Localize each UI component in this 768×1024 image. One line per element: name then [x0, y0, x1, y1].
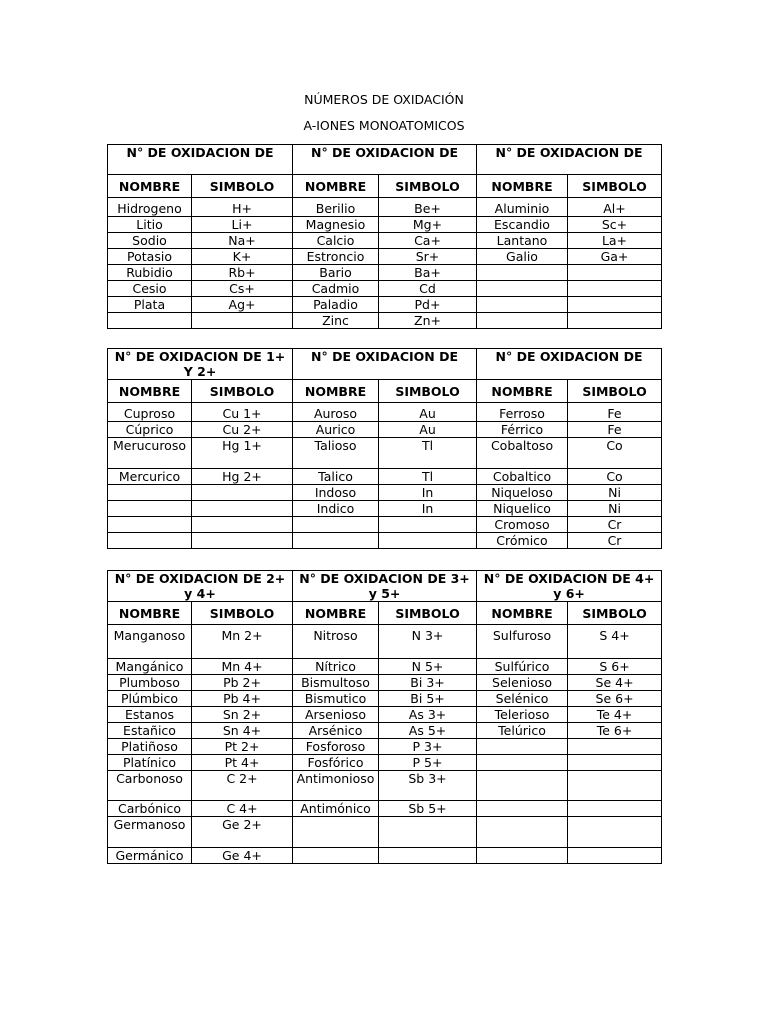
element-name-cell	[477, 297, 568, 313]
element-symbol-cell	[568, 801, 662, 817]
group-header: N° DE OXIDACION DE	[293, 349, 477, 380]
table-row	[108, 265, 662, 281]
element-symbol-cell: Cu 2+	[192, 422, 293, 438]
column-header: SIMBOLO	[568, 602, 662, 625]
element-symbol-cell: Au	[379, 422, 477, 438]
table-row	[108, 625, 662, 659]
element-symbol-cell: Pt 2+	[192, 738, 293, 754]
table-row	[108, 198, 662, 217]
group-header: N° DE OXIDACION DE	[108, 145, 293, 175]
element-name-cell: Talioso	[293, 438, 379, 469]
element-name-cell	[477, 847, 568, 863]
element-symbol-cell: Ge 2+	[192, 817, 293, 848]
column-header: NOMBRE	[108, 175, 192, 198]
element-symbol-cell	[192, 313, 293, 329]
element-name-cell	[477, 770, 568, 801]
element-name-cell: Plúmbico	[108, 690, 192, 706]
element-symbol-cell	[192, 484, 293, 500]
element-name-cell: Cobaltoso	[477, 438, 568, 469]
element-name-cell: Carbonoso	[108, 770, 192, 801]
element-name-cell: Telerioso	[477, 706, 568, 722]
element-name-cell: Cesio	[108, 281, 192, 297]
element-name-cell: Aurico	[293, 422, 379, 438]
element-symbol-cell: Ga+	[568, 249, 662, 265]
group-header: N° DE OXIDACION DE 2+ y 4+	[108, 571, 293, 602]
element-name-cell: Indoso	[293, 484, 379, 500]
element-name-cell: Paladio	[293, 297, 379, 313]
element-symbol-cell: Mn 2+	[192, 625, 293, 659]
page-subtitle: A-IONES MONOATOMICOS	[303, 118, 465, 133]
element-name-cell: Aluminio	[477, 198, 568, 217]
element-name-cell: Hidrogeno	[108, 198, 192, 217]
column-header: SIMBOLO	[379, 602, 477, 625]
element-symbol-cell: C 2+	[192, 770, 293, 801]
element-symbol-cell: N 3+	[379, 625, 477, 659]
element-name-cell: Platínico	[108, 754, 192, 770]
table-row	[108, 403, 662, 422]
element-symbol-cell: Sr+	[379, 249, 477, 265]
column-header: NOMBRE	[108, 602, 192, 625]
element-symbol-cell: Au	[379, 403, 477, 422]
element-symbol-cell: Al+	[568, 198, 662, 217]
element-symbol-cell	[379, 532, 477, 548]
element-name-cell: Nítrico	[293, 658, 379, 674]
element-symbol-cell: Tl	[379, 438, 477, 469]
table-row	[108, 658, 662, 674]
column-header: SIMBOLO	[192, 175, 293, 198]
column-header: SIMBOLO	[192, 602, 293, 625]
column-header: NOMBRE	[477, 380, 568, 403]
element-name-cell	[293, 516, 379, 532]
element-symbol-cell: Hg 2+	[192, 468, 293, 484]
element-symbol-cell	[568, 754, 662, 770]
column-header: NOMBRE	[293, 380, 379, 403]
element-symbol-cell: Pb 2+	[192, 674, 293, 690]
element-symbol-cell: Ca+	[379, 233, 477, 249]
element-name-cell: Selenioso	[477, 674, 568, 690]
element-symbol-cell: Fe	[568, 422, 662, 438]
element-symbol-cell	[379, 817, 477, 848]
column-header: SIMBOLO	[568, 380, 662, 403]
table-row	[108, 801, 662, 817]
table-3	[107, 570, 662, 864]
element-name-cell: Plumboso	[108, 674, 192, 690]
element-symbol-cell: Cr	[568, 532, 662, 548]
table-row	[108, 516, 662, 532]
element-symbol-cell: Hg 1+	[192, 438, 293, 469]
element-name-cell: Litio	[108, 217, 192, 233]
table-row	[108, 722, 662, 738]
table-row	[108, 217, 662, 233]
element-symbol-cell: Na+	[192, 233, 293, 249]
element-symbol-cell: As 3+	[379, 706, 477, 722]
column-header: NOMBRE	[293, 175, 379, 198]
element-symbol-cell: Co	[568, 468, 662, 484]
element-symbol-cell: Cu 1+	[192, 403, 293, 422]
element-name-cell: Germánico	[108, 847, 192, 863]
element-name-cell	[108, 516, 192, 532]
element-name-cell: Férrico	[477, 422, 568, 438]
element-symbol-cell: Bi 5+	[379, 690, 477, 706]
element-symbol-cell	[192, 532, 293, 548]
element-name-cell	[108, 500, 192, 516]
element-symbol-cell	[568, 313, 662, 329]
element-name-cell: Berilio	[293, 198, 379, 217]
element-name-cell: Niquelico	[477, 500, 568, 516]
element-symbol-cell: K+	[192, 249, 293, 265]
element-name-cell	[477, 754, 568, 770]
element-name-cell: Zinc	[293, 313, 379, 329]
element-symbol-cell: Cd	[379, 281, 477, 297]
element-name-cell: Galio	[477, 249, 568, 265]
group-header: N° DE OXIDACION DE	[293, 145, 477, 175]
element-name-cell: Sulfuroso	[477, 625, 568, 659]
element-symbol-cell: Se 4+	[568, 674, 662, 690]
element-symbol-cell: Ag+	[192, 297, 293, 313]
element-symbol-cell: Pt 4+	[192, 754, 293, 770]
element-symbol-cell: P 3+	[379, 738, 477, 754]
element-name-cell: Arsénico	[293, 722, 379, 738]
element-symbol-cell: H+	[192, 198, 293, 217]
column-header: NOMBRE	[477, 602, 568, 625]
element-symbol-cell: N 5+	[379, 658, 477, 674]
element-name-cell: Mercurico	[108, 468, 192, 484]
element-symbol-cell: Tl	[379, 468, 477, 484]
element-name-cell	[108, 484, 192, 500]
element-symbol-cell	[379, 847, 477, 863]
element-symbol-cell: Te 6+	[568, 722, 662, 738]
element-symbol-cell: Li+	[192, 217, 293, 233]
element-name-cell: Cadmio	[293, 281, 379, 297]
element-name-cell: Merucuroso	[108, 438, 192, 469]
column-header: NOMBRE	[108, 380, 192, 403]
element-name-cell: Niqueloso	[477, 484, 568, 500]
element-symbol-cell	[568, 770, 662, 801]
element-symbol-cell: Cr	[568, 516, 662, 532]
element-symbol-cell: Fe	[568, 403, 662, 422]
element-name-cell	[477, 801, 568, 817]
table-row	[108, 233, 662, 249]
table-row	[108, 500, 662, 516]
element-symbol-cell	[192, 516, 293, 532]
table-row	[108, 674, 662, 690]
element-name-cell: Antimonioso	[293, 770, 379, 801]
element-symbol-cell: Rb+	[192, 265, 293, 281]
element-symbol-cell: Pd+	[379, 297, 477, 313]
element-name-cell: Potasio	[108, 249, 192, 265]
column-header: SIMBOLO	[379, 175, 477, 198]
table-row	[108, 297, 662, 313]
element-name-cell: Cúprico	[108, 422, 192, 438]
element-name-cell: Lantano	[477, 233, 568, 249]
element-name-cell	[293, 532, 379, 548]
table-row	[108, 847, 662, 863]
element-symbol-cell: Co	[568, 438, 662, 469]
element-symbol-cell: Mn 4+	[192, 658, 293, 674]
element-name-cell	[293, 817, 379, 848]
element-name-cell	[477, 738, 568, 754]
table-row	[108, 468, 662, 484]
element-symbol-cell	[192, 500, 293, 516]
element-name-cell: Cromoso	[477, 516, 568, 532]
element-name-cell: Sodio	[108, 233, 192, 249]
table-row	[108, 690, 662, 706]
element-symbol-cell: Ni	[568, 484, 662, 500]
element-name-cell	[108, 532, 192, 548]
element-symbol-cell	[568, 847, 662, 863]
table-row	[108, 738, 662, 754]
element-symbol-cell	[379, 516, 477, 532]
group-header: N° DE OXIDACION DE	[477, 145, 662, 175]
table-row	[108, 706, 662, 722]
group-header: N° DE OXIDACION DE	[477, 349, 662, 380]
group-header: N° DE OXIDACION DE 4+ y 6+	[477, 571, 662, 602]
group-header: N° DE OXIDACION DE 1+ Y 2+	[108, 349, 293, 380]
table-row	[108, 249, 662, 265]
element-name-cell	[108, 313, 192, 329]
element-name-cell: Cuproso	[108, 403, 192, 422]
element-name-cell	[477, 281, 568, 297]
element-name-cell: Plata	[108, 297, 192, 313]
table-row	[108, 532, 662, 548]
element-name-cell	[477, 313, 568, 329]
element-name-cell: Fosfórico	[293, 754, 379, 770]
column-header: SIMBOLO	[568, 175, 662, 198]
table-row	[108, 754, 662, 770]
element-symbol-cell: As 5+	[379, 722, 477, 738]
table-1	[107, 144, 662, 329]
table-2	[107, 348, 662, 549]
element-symbol-cell: Ge 4+	[192, 847, 293, 863]
element-name-cell: Calcio	[293, 233, 379, 249]
element-name-cell: Bario	[293, 265, 379, 281]
element-name-cell: Mangánico	[108, 658, 192, 674]
element-name-cell: Talico	[293, 468, 379, 484]
table-row	[108, 484, 662, 500]
element-name-cell: Estañico	[108, 722, 192, 738]
element-symbol-cell: Sc+	[568, 217, 662, 233]
element-name-cell	[477, 265, 568, 281]
element-symbol-cell: Sb 5+	[379, 801, 477, 817]
element-symbol-cell: Zn+	[379, 313, 477, 329]
element-symbol-cell: Te 4+	[568, 706, 662, 722]
element-symbol-cell	[568, 281, 662, 297]
column-header: NOMBRE	[293, 602, 379, 625]
element-name-cell: Crómico	[477, 532, 568, 548]
element-name-cell: Carbónico	[108, 801, 192, 817]
element-name-cell: Telúrico	[477, 722, 568, 738]
table-row	[108, 770, 662, 801]
column-header: NOMBRE	[477, 175, 568, 198]
element-symbol-cell: Mg+	[379, 217, 477, 233]
element-name-cell: Escandio	[477, 217, 568, 233]
element-symbol-cell: In	[379, 484, 477, 500]
element-name-cell: Bismutico	[293, 690, 379, 706]
table-row	[108, 281, 662, 297]
element-name-cell: Estroncio	[293, 249, 379, 265]
element-name-cell: Magnesio	[293, 217, 379, 233]
element-name-cell: Bismultoso	[293, 674, 379, 690]
element-name-cell: Indico	[293, 500, 379, 516]
element-name-cell: Cobaltico	[477, 468, 568, 484]
element-symbol-cell: Ni	[568, 500, 662, 516]
element-symbol-cell	[568, 738, 662, 754]
element-symbol-cell: Bi 3+	[379, 674, 477, 690]
element-symbol-cell: Ba+	[379, 265, 477, 281]
element-symbol-cell: Cs+	[192, 281, 293, 297]
element-name-cell: Estanos	[108, 706, 192, 722]
element-symbol-cell: Sb 3+	[379, 770, 477, 801]
element-name-cell: Auroso	[293, 403, 379, 422]
element-symbol-cell: Sn 4+	[192, 722, 293, 738]
element-name-cell: Rubidio	[108, 265, 192, 281]
element-name-cell: Platiñoso	[108, 738, 192, 754]
element-name-cell: Selénico	[477, 690, 568, 706]
table-row	[108, 422, 662, 438]
element-name-cell	[293, 847, 379, 863]
element-symbol-cell: Pb 4+	[192, 690, 293, 706]
column-header: SIMBOLO	[379, 380, 477, 403]
element-symbol-cell: S 4+	[568, 625, 662, 659]
element-name-cell: Fosforoso	[293, 738, 379, 754]
element-symbol-cell: Be+	[379, 198, 477, 217]
table-row	[108, 438, 662, 469]
element-symbol-cell	[568, 265, 662, 281]
element-symbol-cell	[568, 297, 662, 313]
element-symbol-cell	[568, 817, 662, 848]
element-name-cell: Antimónico	[293, 801, 379, 817]
group-header: N° DE OXIDACION DE 3+ y 5+	[293, 571, 477, 602]
element-symbol-cell: Sn 2+	[192, 706, 293, 722]
table-row	[108, 313, 662, 329]
element-symbol-cell: In	[379, 500, 477, 516]
element-name-cell: Arsenioso	[293, 706, 379, 722]
element-name-cell: Ferroso	[477, 403, 568, 422]
element-name-cell: Manganoso	[108, 625, 192, 659]
column-header: SIMBOLO	[192, 380, 293, 403]
element-symbol-cell: S 6+	[568, 658, 662, 674]
element-name-cell: Nitroso	[293, 625, 379, 659]
element-name-cell: Germanoso	[108, 817, 192, 848]
table-row	[108, 817, 662, 848]
element-name-cell: Sulfúrico	[477, 658, 568, 674]
element-symbol-cell: La+	[568, 233, 662, 249]
element-name-cell	[477, 817, 568, 848]
element-symbol-cell: P 5+	[379, 754, 477, 770]
element-symbol-cell: Se 6+	[568, 690, 662, 706]
page-title: NÚMEROS DE OXIDACIÓN	[304, 92, 464, 107]
element-symbol-cell: C 4+	[192, 801, 293, 817]
